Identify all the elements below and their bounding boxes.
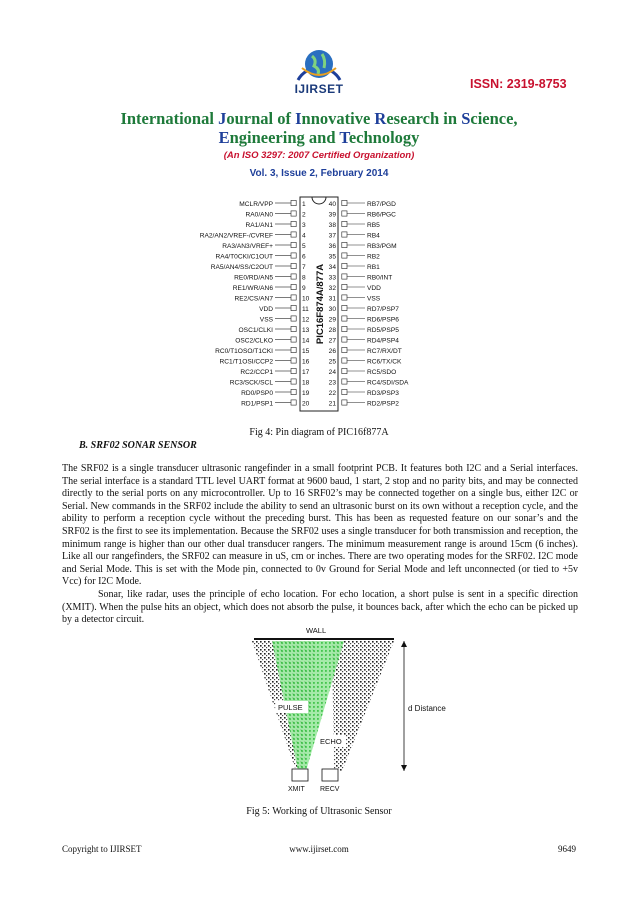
- right-pin-name: RD2/PSP2: [367, 400, 399, 408]
- fig4-caption: Fig 4: Pin diagram of PIC16f877A: [249, 427, 389, 438]
- left-pin-number: 15: [302, 348, 310, 355]
- ultrasonic-sensor-figure: [244, 621, 464, 799]
- left-pin-pad: [291, 379, 296, 384]
- left-pin-name: VDD: [259, 306, 273, 313]
- jt-part: echnology: [348, 128, 420, 147]
- right-pin-number: 31: [328, 295, 336, 303]
- left-pin-name: RA5/AN4/SS/C2OUT: [210, 264, 273, 271]
- left-pin-pad: [291, 253, 296, 258]
- left-pin-name: OSC1/CLKI: [238, 327, 273, 334]
- right-pin-name: RD7/PSP7: [367, 306, 399, 313]
- left-pin-name: RC1/T1OSI/CCP2: [219, 358, 273, 366]
- right-pin-name: RB3/PGM: [367, 243, 397, 250]
- right-pin-pad: [342, 347, 347, 352]
- right-pin-name: VDD: [367, 285, 381, 292]
- right-pin-pad: [342, 295, 347, 300]
- left-pin-pad: [291, 400, 296, 405]
- left-pin-pad: [291, 337, 296, 342]
- right-pin-pad: [342, 232, 347, 237]
- right-pin-name: RD5/PSP5: [367, 327, 399, 334]
- xmit-label: XMIT: [288, 786, 305, 793]
- left-pin-number: 10: [302, 295, 310, 303]
- volume-issue: Vol. 3, Issue 2, February 2014: [249, 168, 389, 179]
- jt-part: esearch in: [386, 109, 462, 128]
- right-pin-pad: [342, 305, 347, 310]
- wall-label: WALL: [306, 626, 327, 635]
- paragraph-2: Sonar, like radar, uses the principle of echo location. For echo location, a short pulse is sent in a specific direction (XMIT). When the pulse hits an object, which does not absorb the pulse, it bounces back, after which the echo can be picked up by a detector circuit.: [62, 588, 578, 626]
- right-pin-pad: [342, 221, 347, 226]
- left-pin-name: RA3/AN3/VREF+: [222, 243, 273, 250]
- jt-part: ngineering and: [229, 128, 340, 147]
- right-pin-pad: [342, 253, 347, 258]
- left-pin-number: 20: [302, 400, 310, 408]
- pin-diagram: [195, 195, 445, 413]
- left-pin-pad: [291, 274, 296, 279]
- right-pin-number: 35: [328, 253, 336, 261]
- left-pin-name: RE2/CS/AN7: [234, 295, 273, 303]
- left-pin-number: 9: [302, 285, 306, 292]
- right-pin-pad: [342, 337, 347, 342]
- right-pin-number: 21: [328, 400, 336, 408]
- right-pin-number: 28: [328, 327, 336, 334]
- right-pin-name: RD3/PSP3: [367, 390, 399, 397]
- left-pin-number: 1: [302, 201, 306, 208]
- right-pin-pad: [342, 389, 347, 394]
- right-pin-number: 26: [328, 348, 336, 355]
- left-pin-pad: [291, 305, 296, 310]
- right-pin-number: 34: [328, 264, 336, 271]
- left-pin-pad: [291, 358, 296, 363]
- right-pin-number: 30: [328, 306, 336, 313]
- right-pin-name: RC4/SDI/SDA: [367, 379, 409, 387]
- left-pin-pad: [291, 242, 296, 247]
- left-pin-number: 12: [302, 316, 310, 324]
- right-pin-number: 25: [328, 358, 336, 366]
- left-pin-number: 6: [302, 253, 306, 261]
- left-pin-name: OSC2/CLKO: [235, 337, 273, 345]
- left-pin-pad: [291, 347, 296, 352]
- right-pin-number: 27: [328, 337, 336, 345]
- fig5-caption: Fig 5: Working of Ultrasonic Sensor: [246, 806, 392, 817]
- right-pin-pad: [342, 326, 347, 331]
- logo-text: IJIRSET: [294, 82, 344, 96]
- left-pin-number: 3: [302, 222, 306, 229]
- right-pin-pad: [342, 368, 347, 373]
- left-pin-pad: [291, 232, 296, 237]
- paragraph-1: The SRF02 is a single transducer ultrasonic rangefinder in a small footprint PCB. It features both I2C and a Serial interfaces. The serial interface is a standard TTL level UART format at 9600 baud, 1 start, 2 stop and no parity bits, and may be connected directly to the serial ports on any microcontroller. Up to 16 SRF02’s may be connected together on a single bus, either I2C or Serial. New commands in the SRF02 include the ability to send an ultrasonic burst on its own without a reception cycle, and the ability to perform a reception cycle without the preceding burst. This has been as requested feature on our sonar’s and the SRF02 is the first to see its implementation. Because the SRF02 uses a single transducer for both transmission and reception, the minimum range is higher than our other dual transducer rangers. The minimum measurement range is around 15cm (6 inches). Like all our rangefinders, the SRF02 can measure in uS, cm or inches. There are two operating modes for the SRF02. I2C mode and Serial Mode. This is set with the Mode pin, connected to 0v Ground for Serial Mode and left unconnected (or tied to +5v Vcc) for I2C Mode.: [62, 463, 578, 588]
- jt-initial: R: [374, 109, 387, 128]
- right-pin-number: 24: [328, 369, 336, 376]
- footer-page-number: 9649: [558, 844, 576, 854]
- left-pin-number: 13: [302, 327, 310, 334]
- arrow-bottom: [401, 765, 407, 771]
- left-pin-name: MCLR/VPP: [239, 201, 273, 208]
- right-pin-pad: [342, 211, 347, 216]
- left-pin-pad: [291, 316, 296, 321]
- pulse-label: PULSE: [278, 703, 303, 712]
- right-pin-number: 23: [328, 379, 336, 387]
- left-pin-pad: [291, 263, 296, 268]
- left-pin-number: 4: [302, 232, 306, 240]
- jt-part: International: [120, 109, 219, 128]
- footer-website: www.ijirset.com: [289, 844, 349, 854]
- right-pins: [329, 200, 409, 407]
- arrow-top: [401, 641, 407, 647]
- right-pin-number: 39: [328, 211, 336, 219]
- right-pin-number: 38: [328, 222, 336, 229]
- right-pin-name: RC7/RX/DT: [367, 348, 402, 355]
- right-pin-name: RB6/PGC: [367, 211, 396, 219]
- left-pin-number: 8: [302, 274, 306, 282]
- right-pin-pad: [342, 242, 347, 247]
- left-pin-pad: [291, 389, 296, 394]
- left-pin-name: RE0/RD/AN5: [234, 274, 273, 282]
- journal-title-line1: [0, 109, 638, 129]
- jt-part: nnovative: [301, 109, 375, 128]
- left-pin-pad: [291, 211, 296, 216]
- jt-initial: J: [218, 109, 227, 128]
- jt-part: ournal of: [226, 109, 296, 128]
- left-pin-pad: [291, 200, 296, 205]
- right-pin-pad: [342, 263, 347, 268]
- left-pin-number: 5: [302, 243, 306, 250]
- left-pin-name: RD0/PSP0: [241, 390, 273, 397]
- left-pin-pad: [291, 326, 296, 331]
- left-pin-pad: [291, 284, 296, 289]
- right-pin-number: 37: [328, 232, 336, 240]
- right-pin-name: RB7/PGD: [367, 201, 396, 208]
- xmit-transducer: [292, 769, 308, 781]
- left-pin-name: RC0/T1OSO/T1CKI: [215, 348, 273, 355]
- left-pin-pad: [291, 221, 296, 226]
- right-pin-name: RB4: [367, 232, 380, 240]
- journal-title-line2: [0, 128, 638, 148]
- right-pin-pad: [342, 379, 347, 384]
- left-pin-name: RC2/CCP1: [240, 369, 273, 376]
- echo-label: ECHO: [320, 737, 342, 746]
- left-pin-number: 16: [302, 358, 310, 366]
- right-pin-pad: [342, 274, 347, 279]
- right-pin-name: RB0/INT: [367, 274, 393, 282]
- left-pin-pad: [291, 295, 296, 300]
- left-pin-number: 14: [302, 337, 310, 345]
- right-pin-number: 22: [328, 390, 336, 397]
- left-pin-number: 2: [302, 211, 306, 219]
- right-pin-pad: [342, 200, 347, 205]
- jt-part: cience,: [470, 109, 518, 128]
- right-pin-pad: [342, 316, 347, 321]
- right-pin-number: 40: [328, 201, 336, 208]
- jt-initial: I: [295, 109, 302, 128]
- footer-copyright: Copyright to IJIRSET: [62, 844, 142, 854]
- issn: ISSN: 2319-8753: [470, 77, 567, 91]
- left-pin-name: RE1/WR/AN6: [232, 285, 273, 292]
- jt-initial: T: [339, 128, 349, 147]
- left-pin-number: 18: [302, 379, 310, 387]
- left-pin-name: VSS: [259, 316, 273, 324]
- left-pin-name: RA4/T0CKI/C1OUT: [215, 253, 273, 261]
- right-pin-number: 36: [328, 243, 336, 250]
- left-pin-number: 19: [302, 390, 310, 397]
- chip-label: PIC16F874A/877A: [315, 263, 326, 345]
- right-pin-pad: [342, 400, 347, 405]
- left-pin-number: 7: [302, 264, 306, 271]
- section-heading: B. SRF02 SONAR SENSOR: [79, 440, 197, 451]
- left-pins: [200, 200, 310, 407]
- recv-transducer: [322, 769, 338, 781]
- right-pin-name: RD4/PSP4: [367, 337, 399, 345]
- right-pin-name: RC5/SDO: [367, 369, 397, 376]
- right-pin-pad: [342, 284, 347, 289]
- right-pin-pad: [342, 358, 347, 363]
- right-pin-name: RB2: [367, 253, 380, 261]
- echo-beam-right: [332, 641, 394, 771]
- right-pin-name: RB5: [367, 222, 380, 229]
- certification: (An ISO 3297: 2007 Certified Organization): [223, 150, 415, 161]
- jt-initial: S: [461, 109, 471, 128]
- left-pin-name: RA0/AN0: [245, 211, 273, 219]
- right-pin-number: 32: [328, 285, 336, 292]
- left-pin-number: 17: [302, 369, 310, 376]
- left-pin-name: RC3/SCK/SCL: [229, 379, 273, 387]
- right-pin-name: VSS: [367, 295, 381, 303]
- right-pin-name: RC6/TX/CK: [367, 358, 402, 366]
- left-pin-number: 11: [302, 306, 309, 313]
- distance-label: d Distance: [408, 704, 446, 713]
- right-pin-name: RD6/PSP6: [367, 316, 399, 324]
- body-text: [62, 463, 578, 627]
- left-pin-name: RA2/AN2/VREF-/CVREF: [199, 232, 273, 240]
- right-pin-number: 33: [328, 274, 336, 282]
- recv-label: RECV: [320, 786, 340, 793]
- jt-initial: E: [218, 128, 230, 147]
- right-pin-number: 29: [328, 316, 336, 324]
- left-pin-name: RD1/PSP1: [241, 400, 273, 408]
- left-pin-pad: [291, 368, 296, 373]
- left-pin-name: RA1/AN1: [245, 222, 273, 229]
- right-pin-name: RB1: [367, 264, 380, 271]
